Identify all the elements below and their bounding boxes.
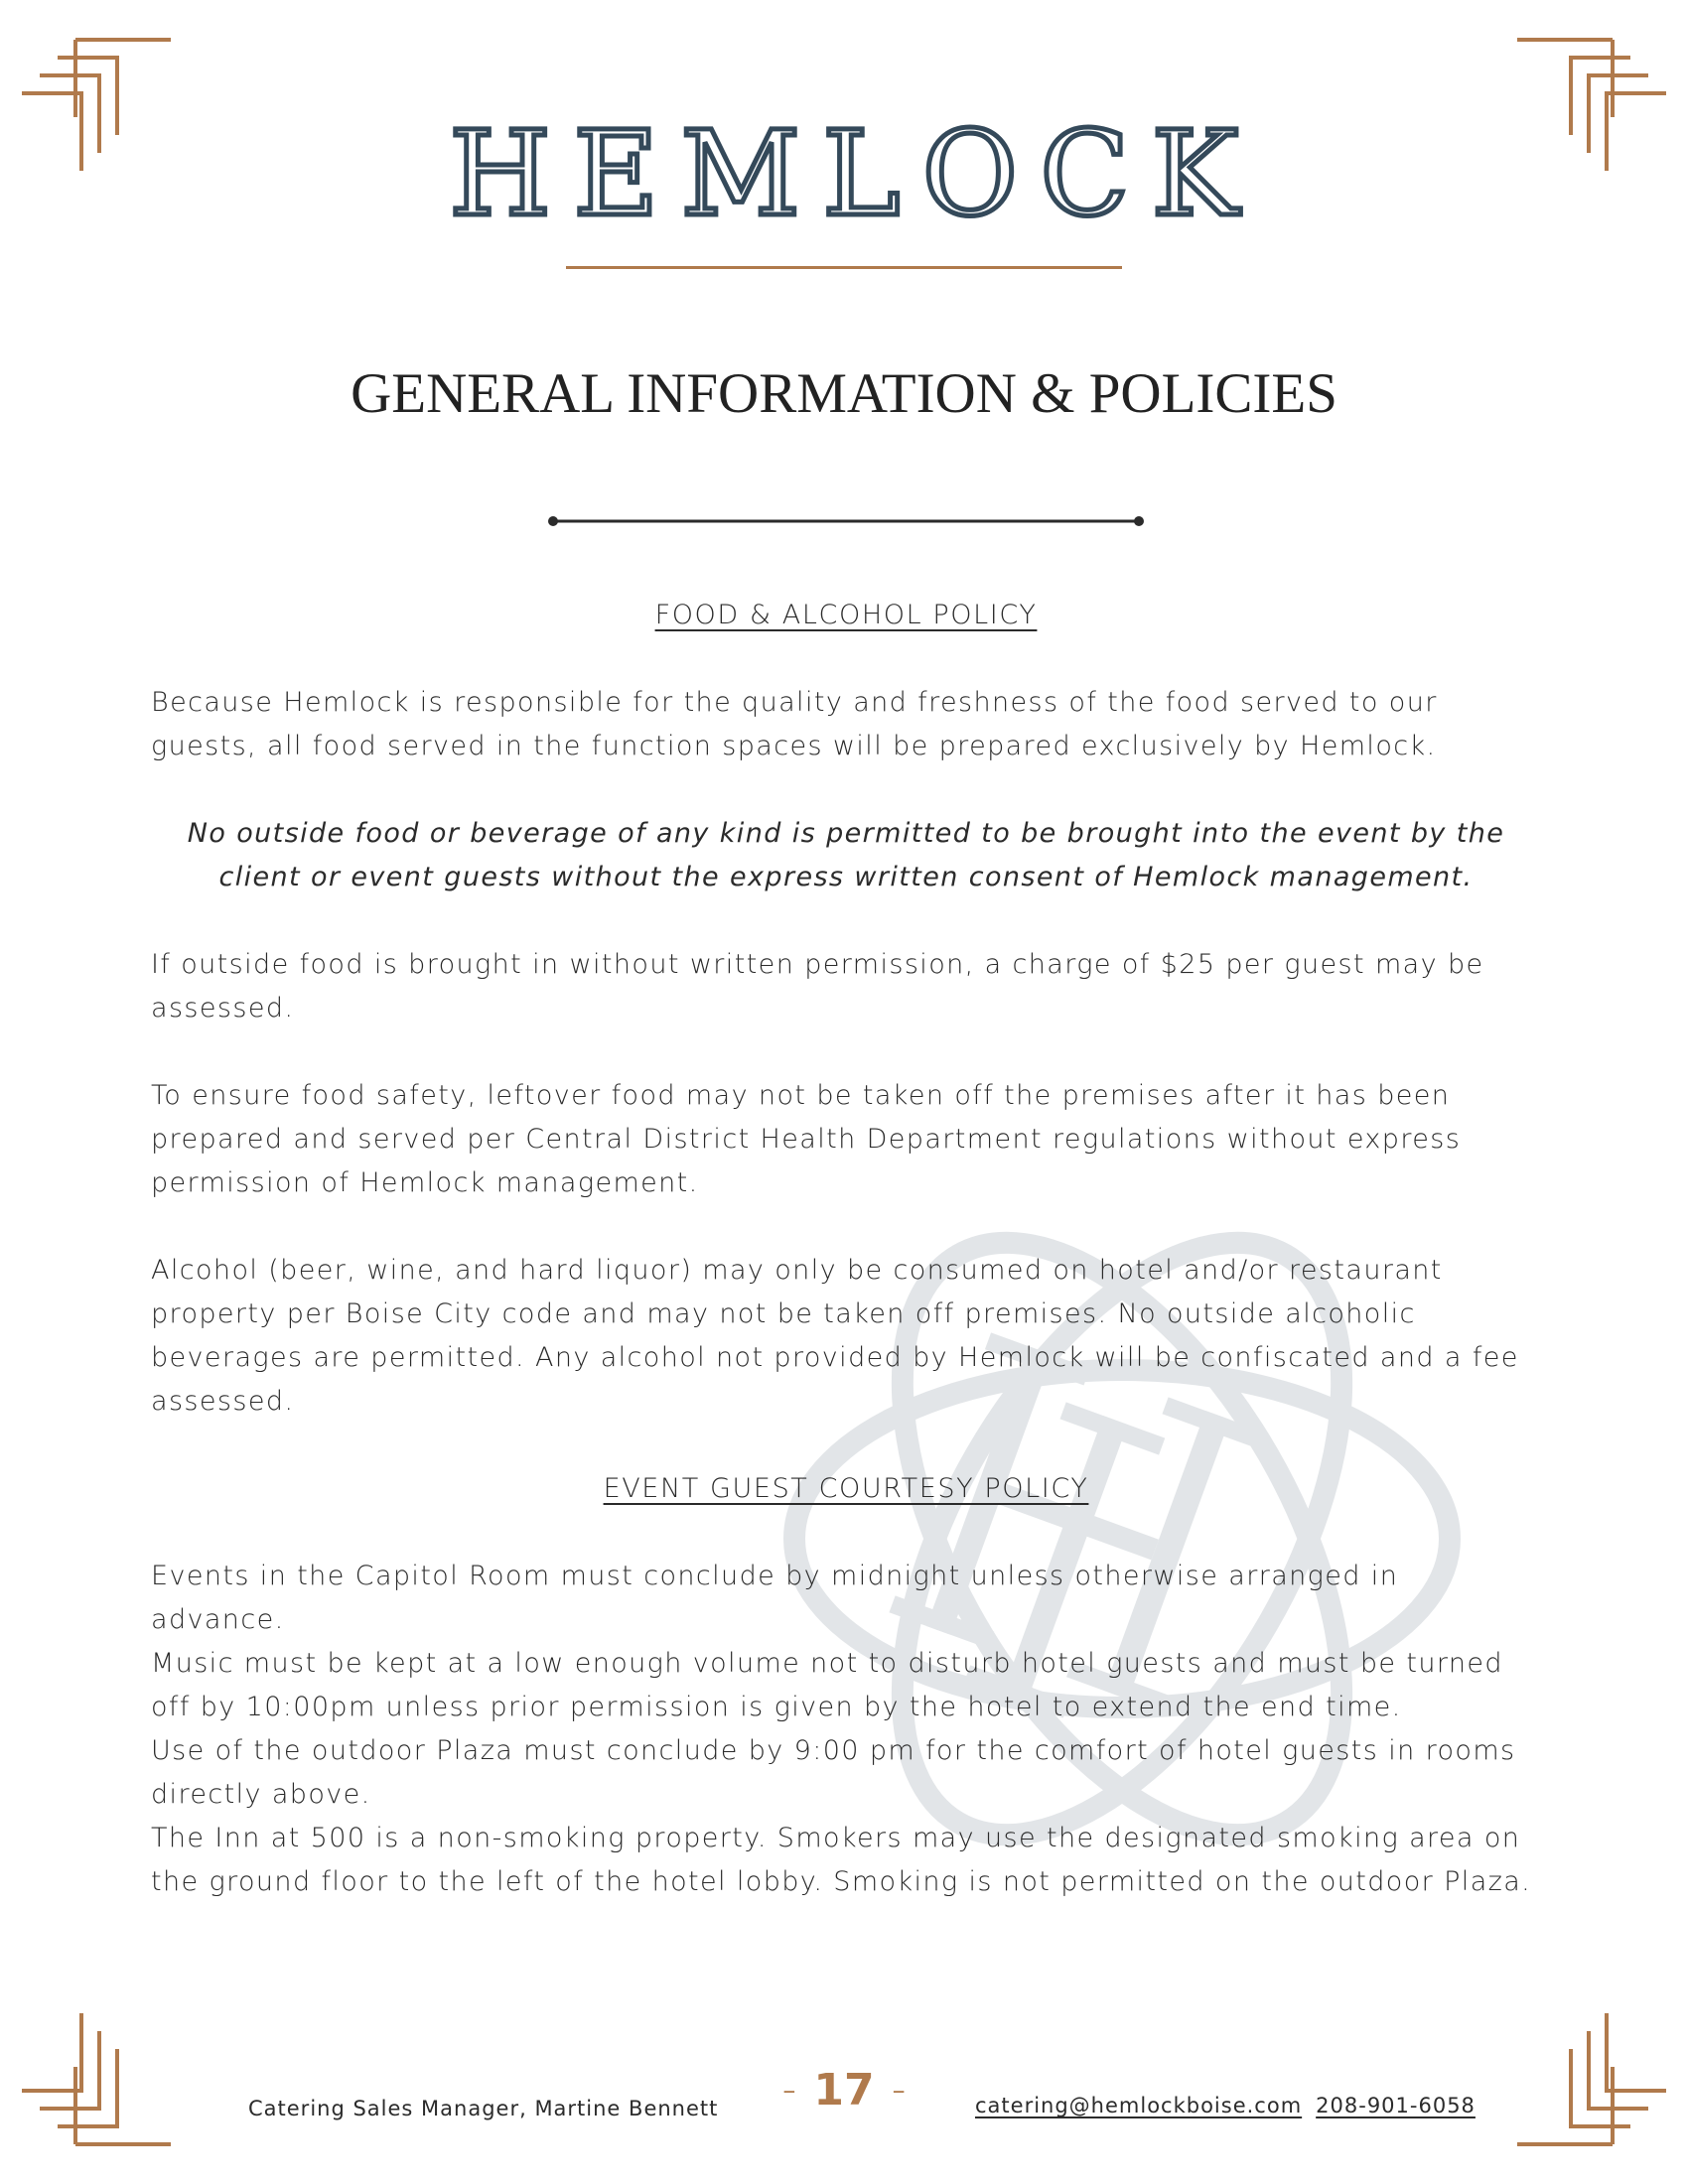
section-heading-food-alcohol: FOOD & ALCOHOL POLICY [654,600,1038,630]
footer-email-link[interactable]: catering@hemlockboise.com [975,2094,1303,2117]
section-heading-courtesy: EVENT GUEST COURTESY POLICY [603,1473,1089,1504]
footer-contact-name: Catering Sales Manager, Martine Bennett [248,2097,719,2120]
brand-underline-divider [566,266,1122,269]
page-number-dash: – [782,2075,796,2106]
policy-paragraph-italic: No outside food or beverage of any kind is permitted to be brought into the event by the client or event guests without the express written consent of Hemlock management. [187,818,1505,892]
policy-paragraph: Alcohol (beer, wine, and hard liquor) may only be consumed on hotel and/or restaurant property per Boise City code and may not be taken off premises. No outside alcoholic beverages are permitted. Any alcohol not provided by Hemlock will be confiscated and a fee assessed. [151,1255,1519,1417]
policy-paragraph: Use of the outdoor Plaza must conclude by 9:00 pm for the comfort of hotel guests in rooms directly above. [151,1735,1516,1810]
page-title: GENERAL INFORMATION & POLICIES [351,362,1337,425]
footer-contact-info [975,2094,1476,2117]
policy-paragraph: Because Hemlock is responsible for the quality and freshness of the food served to our guests, all food served in the function spaces will be prepared exclusively by Hemlock. [151,687,1438,761]
policy-paragraph: Music must be kept at a low enough volume not to disturb hotel guests and must be turned off by 10:00pm unless prior permission is given by the hotel to extend the end time. [151,1648,1503,1722]
page-number-value: 17 [813,2065,875,2116]
policy-paragraph: The Inn at 500 is a non-smoking property. Smokers may use the designated smoking area on the ground floor to the left of the hotel lobby. Smoking is not permitted on the outdoor Plaza. [151,1823,1532,1897]
policy-content [151,594,1541,1904]
brand-logo-wordmark: HEMLOCK [449,105,1261,242]
policy-paragraph: To ensure food safety, leftover food may not be taken off the premises after it has been prepared and served per Central District Health Department regulations without express permission of Hemlock management. [151,1080,1462,1198]
footer-phone-link[interactable]: 208-901-6058 [1316,2094,1476,2117]
policy-paragraph: If outside food is brought in without written permission, a charge of $25 per guest may be assessed. [151,949,1484,1024]
title-divider [546,514,1146,528]
policy-paragraph: Events in the Capitol Room must conclude by midnight unless otherwise arranged in advance. [151,1561,1399,1635]
page-number-dash: – [892,2075,906,2106]
